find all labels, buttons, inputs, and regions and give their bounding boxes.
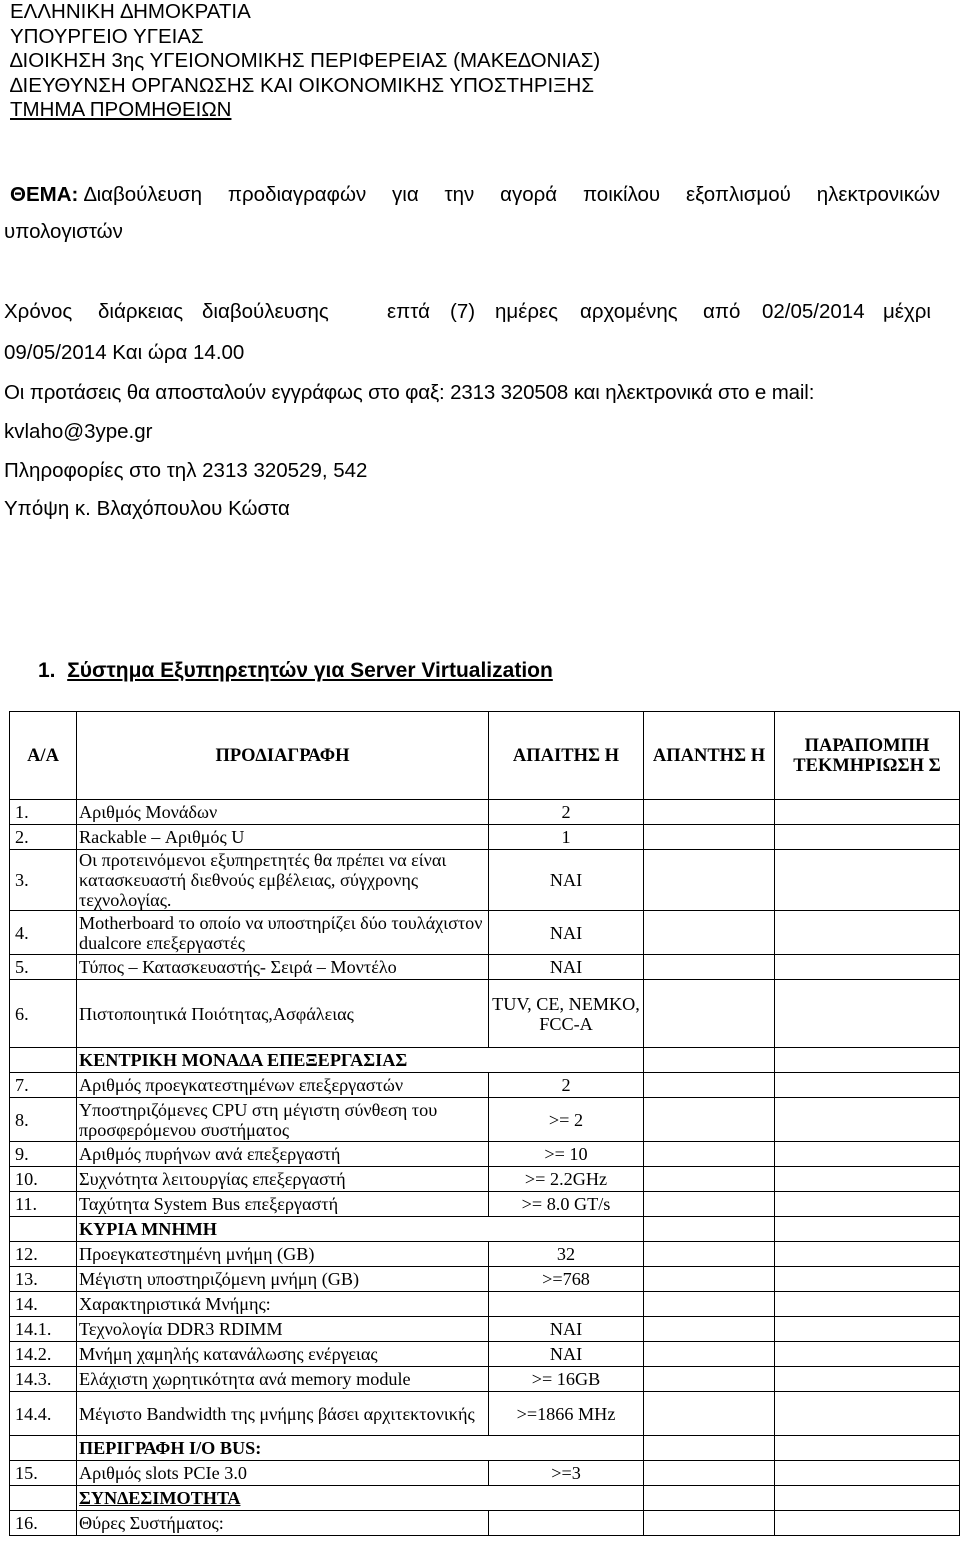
table-row <box>10 1461 960 1486</box>
table-row <box>10 850 960 911</box>
answer-cell[interactable] <box>644 1167 775 1192</box>
table-row <box>10 1098 960 1142</box>
row-number: 14.4. <box>10 1392 77 1436</box>
reference-cell[interactable] <box>775 955 960 980</box>
reference-cell[interactable] <box>775 825 960 850</box>
reference-cell[interactable] <box>775 800 960 825</box>
proposals-line: Οι προτάσεις θα αποσταλούν εγγράφως στο φαξ: 2313 320508 και ηλεκτρονικά στο e mail: <box>4 381 815 404</box>
phone-line: Πληροφορίες στο τηλ 2313 320529, 542 <box>4 459 368 482</box>
row-description: Μέγιστη υποστηριζόμενη μνήμη (GB) <box>77 1267 489 1292</box>
row-number: 9. <box>10 1142 77 1167</box>
table-section-row <box>10 1436 960 1461</box>
row-requirement: >= 16GB <box>489 1367 644 1392</box>
answer-cell[interactable] <box>644 1142 775 1167</box>
row-number: 15. <box>10 1461 77 1486</box>
row-requirement: ΝΑΙ <box>489 1342 644 1367</box>
reference-cell[interactable] <box>775 1098 960 1142</box>
table-section-row <box>10 1048 960 1073</box>
answer-cell[interactable] <box>644 1192 775 1217</box>
table-row <box>10 1317 960 1342</box>
row-requirement: >=768 <box>489 1267 644 1292</box>
section-title: 1. Σύστημα Εξυπηρετητών για Server Virtualization <box>38 659 553 682</box>
answer-cell[interactable] <box>644 911 775 955</box>
reference-cell[interactable] <box>775 1048 960 1073</box>
row-requirement: 1 <box>489 825 644 850</box>
row-description: Τεχνολογία DDR3 RDIMM <box>77 1317 489 1342</box>
row-description: Αριθμός slots PCIe 3.0 <box>77 1461 489 1486</box>
reference-cell[interactable] <box>775 911 960 955</box>
row-requirement: ΝΑΙ <box>489 850 644 911</box>
row-number: 14.1. <box>10 1317 77 1342</box>
table-section-heading: ΚΥΡΙΑ ΜΝΗΜΗ <box>77 1217 644 1242</box>
answer-cell[interactable] <box>644 1098 775 1142</box>
row-description: Συχνότητα λειτουργίας επεξεργαστή <box>77 1167 489 1192</box>
table-cell-empty <box>10 1436 77 1461</box>
reference-cell[interactable] <box>775 850 960 911</box>
duration-line-2: 09/05/2014 Και ώρα 14.00 <box>4 341 245 364</box>
answer-cell[interactable] <box>644 1267 775 1292</box>
row-description: Ελάχιστη χωρητικότητα ανά memory module <box>77 1367 489 1392</box>
row-description: Αριθμός προεγκατεστημένων επεξεργαστών <box>77 1073 489 1098</box>
row-requirement <box>489 1292 644 1317</box>
subject-line: ΘΕΜΑ: ∆ιαβούλευση προδιαγραφών για την αγορά ποικίλου εξοπλισμού ηλεκτρονικών <box>10 183 940 206</box>
table-row <box>10 800 960 825</box>
answer-cell[interactable] <box>644 1461 775 1486</box>
reference-cell[interactable] <box>775 1167 960 1192</box>
row-number: 4. <box>10 911 77 955</box>
row-number: 7. <box>10 1073 77 1098</box>
subject-label: ΘΕΜΑ: <box>10 183 79 206</box>
reference-cell[interactable] <box>775 1367 960 1392</box>
row-requirement: ΝΑΙ <box>489 911 644 955</box>
header-line: ΥΠΟΥΡΓΕΙΟ ΥΓΕΙΑΣ <box>10 24 204 48</box>
row-number: 3. <box>10 850 77 911</box>
reference-cell[interactable] <box>775 1436 960 1461</box>
row-description: Τύπος – Κατασκευαστής- Σειρά – Μοντέλο <box>77 955 489 980</box>
table-row <box>10 1167 960 1192</box>
answer-cell[interactable] <box>644 1436 775 1461</box>
answer-cell[interactable] <box>644 800 775 825</box>
row-number: 14.3. <box>10 1367 77 1392</box>
row-requirement: 2 <box>489 800 644 825</box>
row-requirement: >= 8.0 GT/s <box>489 1192 644 1217</box>
header-line: ∆ΙΟΙΚΗΣΗ 3ης ΥΓΕΙΟΝΟΜΙΚΗΣ ΠΕΡΙΦΕΡΕΙΑΣ (ΜΑΚΕ∆ΟΝΙΑΣ) <box>10 49 601 72</box>
table-row <box>10 1342 960 1367</box>
reference-cell[interactable] <box>775 980 960 1048</box>
answer-cell[interactable] <box>644 980 775 1048</box>
row-number: 12. <box>10 1242 77 1267</box>
table-section-row <box>10 1486 960 1511</box>
table-row <box>10 1142 960 1167</box>
table-section-heading: ΣΥΝ∆ΕΣΙΜΟΤΗΤΑ <box>77 1486 644 1511</box>
reference-cell[interactable] <box>775 1511 960 1536</box>
row-requirement: >=3 <box>489 1461 644 1486</box>
answer-cell[interactable] <box>644 1292 775 1317</box>
row-description: Μνήμη χαμηλής κατανάλωσης ενέργειας <box>77 1342 489 1367</box>
email-line: kvlaho@3ype.gr <box>4 420 153 443</box>
row-requirement: >=1866 MHz <box>489 1392 644 1436</box>
row-description: Οι προτεινόμενοι εξυπηρετητές θα πρέπει να είναι κατασκευαστή διεθνούς εμβέλειας, σύγχρονης τεχνολογίας. <box>77 850 489 911</box>
answer-cell[interactable] <box>644 1242 775 1267</box>
table-header-row <box>10 712 960 800</box>
table-row <box>10 1511 960 1536</box>
table-row <box>10 1073 960 1098</box>
col-header-reference: ΠΑΡΑΠΟΜΠΗ ΤΕΚΜΗΡΙΩΣΗ Σ <box>775 712 960 800</box>
answer-cell[interactable] <box>644 1511 775 1536</box>
reference-cell[interactable] <box>775 1292 960 1317</box>
row-description: Υποστηριζόμενες CPU στη μέγιστη σύνθεση του προσφερόμενου συστήματος <box>77 1098 489 1142</box>
row-requirement <box>489 1511 644 1536</box>
table-row <box>10 1392 960 1436</box>
row-requirement: >= 10 <box>489 1142 644 1167</box>
answer-cell[interactable] <box>644 1486 775 1511</box>
table-row <box>10 955 960 980</box>
header-line: ∆ΙΕΥΘΥΝΣΗ ΟΡΓΑΝΩΣΗΣ ΚΑΙ ΟΙΚΟΝΟΜΙΚΗΣ ΥΠΟΣΤΗΡΙΞΗΣ <box>10 73 594 97</box>
row-requirement: ΝΑΙ <box>489 955 644 980</box>
reference-cell[interactable] <box>775 1392 960 1436</box>
answer-cell[interactable] <box>644 850 775 911</box>
answer-cell[interactable] <box>644 1342 775 1367</box>
answer-cell[interactable] <box>644 1392 775 1436</box>
table-row <box>10 1192 960 1217</box>
answer-cell[interactable] <box>644 1367 775 1392</box>
table-section-row <box>10 1217 960 1242</box>
table-section-heading: ΠΕΡΙΓΡΑΦΗ I/O BUS: <box>77 1436 644 1461</box>
row-description: Θύρες Συστήματος: <box>77 1511 489 1536</box>
reference-cell[interactable] <box>775 1073 960 1098</box>
answer-cell[interactable] <box>644 1317 775 1342</box>
reference-cell[interactable] <box>775 1267 960 1292</box>
row-number: 13. <box>10 1267 77 1292</box>
col-header-answer: ΑΠΑΝΤΗΣ Η <box>644 712 775 800</box>
reference-cell[interactable] <box>775 1242 960 1267</box>
row-number: 11. <box>10 1192 77 1217</box>
row-description: Ταχύτητα System Bus επεξεργαστή <box>77 1192 489 1217</box>
reference-cell[interactable] <box>775 1142 960 1167</box>
row-requirement: ΝΑΙ <box>489 1317 644 1342</box>
row-requirement: >= 2.2GHz <box>489 1167 644 1192</box>
reference-cell[interactable] <box>775 1342 960 1367</box>
document-header <box>10 0 600 123</box>
row-number: 2. <box>10 825 77 850</box>
row-requirement: TUV, CE, NEMKO, FCC-A <box>489 980 644 1048</box>
row-number: 14. <box>10 1292 77 1317</box>
spec-table <box>9 711 960 1536</box>
row-number: 16. <box>10 1511 77 1536</box>
answer-cell[interactable] <box>644 1048 775 1073</box>
row-requirement: 32 <box>489 1242 644 1267</box>
row-description: Αριθμός πυρήνων ανά επεξεργαστή <box>77 1142 489 1167</box>
col-header-requirement: ΑΠΑΙΤΗΣ Η <box>489 712 644 800</box>
row-number: 5. <box>10 955 77 980</box>
answer-cell[interactable] <box>644 1073 775 1098</box>
row-number: 8. <box>10 1098 77 1142</box>
header-line: ΕΛΛΗΝΙΚΗ ∆ΗΜΟΚΡΑΤΙΑ <box>10 0 251 23</box>
row-number: 6. <box>10 980 77 1048</box>
col-header-spec: ΠΡΟ∆ΙΑΓΡΑΦΗ <box>77 712 489 800</box>
table-row <box>10 1242 960 1267</box>
row-description: Προεγκατεστημένη μνήμη (GB) <box>77 1242 489 1267</box>
table-row <box>10 825 960 850</box>
reference-cell[interactable] <box>775 1217 960 1242</box>
table-cell-empty <box>10 1217 77 1242</box>
row-description: Χαρακτηριστικά Μνήμης: <box>77 1292 489 1317</box>
row-number: 1. <box>10 800 77 825</box>
table-cell-empty <box>10 1048 77 1073</box>
row-requirement: 2 <box>489 1073 644 1098</box>
row-description: Rackable – Αριθμός U <box>77 825 489 850</box>
reference-cell[interactable] <box>775 1317 960 1342</box>
table-section-heading: ΚΕΝΤΡΙΚΗ ΜΟΝΑ∆Α ΕΠΕΞΕΡΓΑΣΙΑΣ <box>77 1048 644 1073</box>
table-row <box>10 911 960 955</box>
table-row <box>10 1367 960 1392</box>
row-requirement: >= 2 <box>489 1098 644 1142</box>
reference-cell[interactable] <box>775 1461 960 1486</box>
row-description: Μέγιστο Bandwidth της μνήμης βάσει αρχιτεκτονικής <box>77 1392 489 1436</box>
header-line: ΤΜΗΜΑ ΠΡΟΜΗΘΕΙΩΝ <box>10 98 232 121</box>
table-row <box>10 1267 960 1292</box>
subject-line-2: υπολογιστών <box>4 220 123 243</box>
reference-cell[interactable] <box>775 1486 960 1511</box>
row-description: Πιστοποιητικά Ποιότητας,Ασφάλειας <box>77 980 489 1048</box>
row-number: 10. <box>10 1167 77 1192</box>
answer-cell[interactable] <box>644 1217 775 1242</box>
table-row <box>10 980 960 1048</box>
table-row <box>10 1292 960 1317</box>
row-description: Αριθμός Μονάδων <box>77 800 489 825</box>
row-description: Motherboard το οποίο να υποστηρίζει δύο τουλάχιστον dualcore επεξεργαστές <box>77 911 489 955</box>
answer-cell[interactable] <box>644 955 775 980</box>
attention-line: Υπόψη κ. Βλαχόπουλου Κώστα <box>4 497 290 520</box>
answer-cell[interactable] <box>644 825 775 850</box>
reference-cell[interactable] <box>775 1192 960 1217</box>
row-number: 14.2. <box>10 1342 77 1367</box>
col-header-aa: Α/Α <box>10 712 77 800</box>
table-cell-empty <box>10 1486 77 1511</box>
